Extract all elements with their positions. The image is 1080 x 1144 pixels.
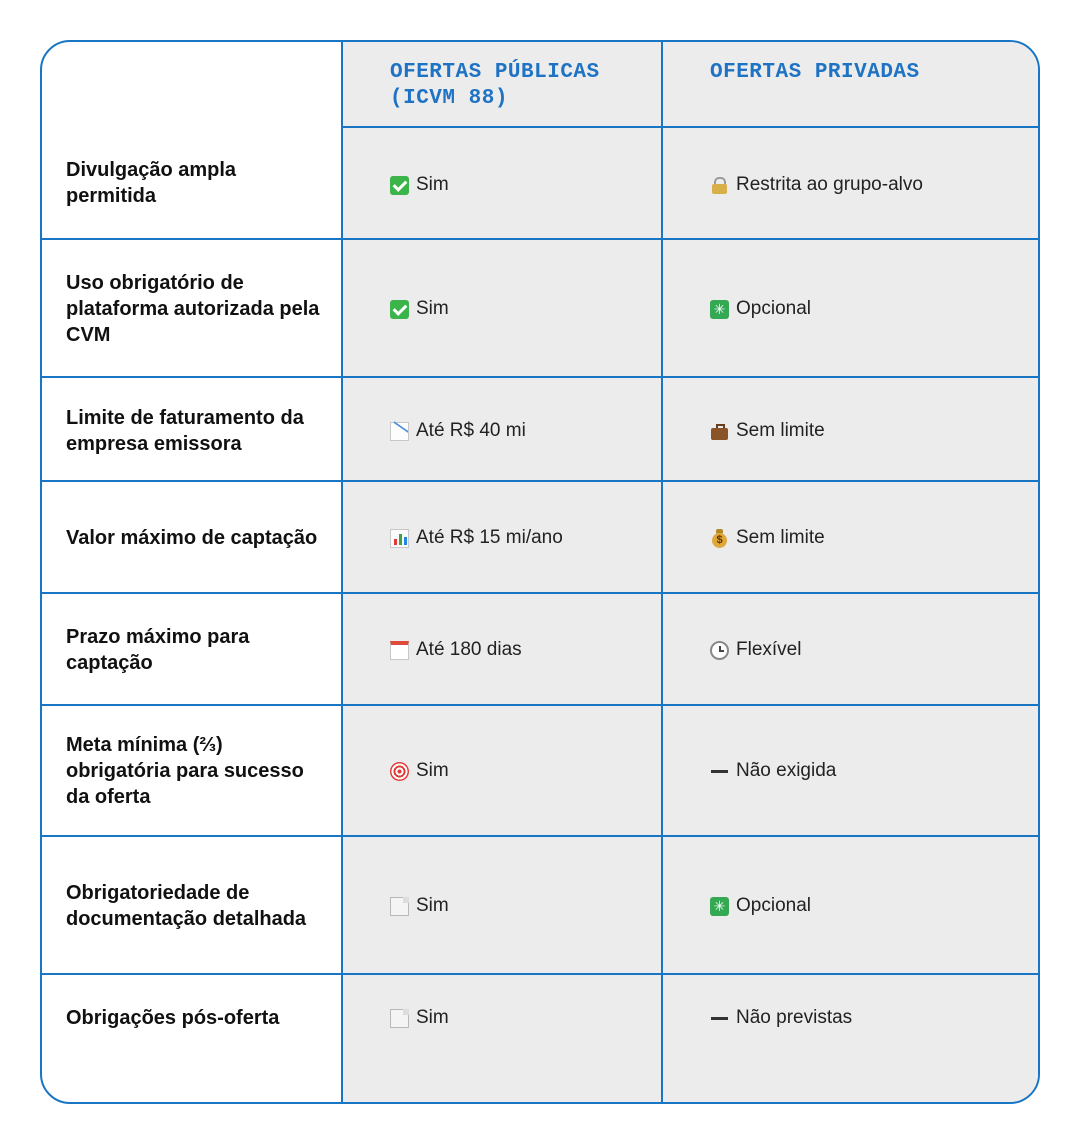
- public-value: Sim: [416, 760, 449, 781]
- public-value: Até R$ 40 mi: [416, 420, 526, 441]
- briefcase-icon: [710, 422, 729, 441]
- public-cell: [390, 638, 522, 662]
- public-cell: [390, 894, 449, 918]
- public-value: Sim: [416, 1007, 449, 1028]
- comparison-table: [40, 40, 1040, 1104]
- public-cell: [390, 419, 526, 443]
- row-divider: [42, 973, 1038, 975]
- private-cell: [710, 894, 811, 918]
- check-icon: [390, 300, 409, 319]
- public-cell: [390, 1006, 449, 1030]
- private-value: Sem limite: [736, 420, 825, 441]
- row-divider: [42, 704, 1038, 706]
- private-offers-header: OFERTAS PRIVADAS: [710, 61, 920, 84]
- row-label: Prazo máximo para captação: [66, 626, 250, 674]
- row-label: Meta mínima (⅔) obrigatória para sucesso da oferta: [66, 734, 304, 808]
- private-cell: [710, 759, 836, 783]
- row-divider: [42, 480, 1038, 482]
- private-value: Opcional: [736, 895, 811, 916]
- private-cell: [710, 297, 811, 321]
- public-value: Até R$ 15 mi/ano: [416, 527, 563, 548]
- sparkle-icon: [710, 300, 729, 319]
- target-icon: [390, 762, 409, 781]
- clock-icon: [710, 641, 729, 660]
- row-divider: [42, 238, 1038, 240]
- row-divider: [42, 592, 1038, 594]
- public-value: Sim: [416, 895, 449, 916]
- row-label: Divulgação ampla permitida: [66, 159, 237, 207]
- page-icon: [390, 1009, 409, 1028]
- calendar-icon: [390, 641, 409, 660]
- private-cell: [710, 638, 801, 662]
- public-offers-header: OFERTAS PÚBLICAS (ICVM 88): [390, 61, 600, 110]
- row-label: Obrigatoriedade de documentação detalhada: [66, 882, 307, 930]
- private-value: Opcional: [736, 298, 811, 319]
- lock-icon: [710, 176, 729, 195]
- public-value: Sim: [416, 174, 449, 195]
- dash-icon: [710, 762, 729, 781]
- check-icon: [390, 176, 409, 195]
- chart-decreasing-icon: [390, 422, 409, 441]
- private-cell: [710, 1006, 852, 1030]
- value-columns-background: [342, 42, 1038, 1102]
- column-divider-2: [661, 42, 663, 1102]
- private-value: Restrita ao grupo-alvo: [736, 174, 923, 195]
- row-label: Uso obrigatório de plataforma autorizada pela CVM: [66, 272, 320, 346]
- public-cell: [390, 297, 449, 321]
- row-divider: [42, 835, 1038, 837]
- page-icon: [390, 897, 409, 916]
- row-divider: [42, 376, 1038, 378]
- private-cell: [710, 419, 825, 443]
- header-divider: [342, 126, 1038, 128]
- row-label: Valor máximo de captação: [66, 527, 318, 549]
- private-cell: [710, 173, 923, 197]
- private-cell: [710, 526, 825, 550]
- public-cell: [390, 526, 563, 550]
- private-value: Flexível: [736, 639, 802, 660]
- column-divider-1: [341, 42, 343, 1102]
- public-cell: [390, 759, 449, 783]
- public-value: Sim: [416, 298, 449, 319]
- public-value: Até 180 dias: [416, 639, 522, 660]
- bar-chart-icon: [390, 529, 409, 548]
- row-label: Obrigações pós-oferta: [66, 1007, 280, 1029]
- private-value: Não exigida: [736, 760, 837, 781]
- sparkle-icon: [710, 897, 729, 916]
- public-cell: [390, 173, 449, 197]
- money-bag-icon: [710, 529, 729, 548]
- private-value: Sem limite: [736, 527, 825, 548]
- private-value: Não previstas: [736, 1007, 853, 1028]
- dash-icon: [710, 1009, 729, 1028]
- row-label: Limite de faturamento da empresa emissora: [66, 407, 304, 455]
